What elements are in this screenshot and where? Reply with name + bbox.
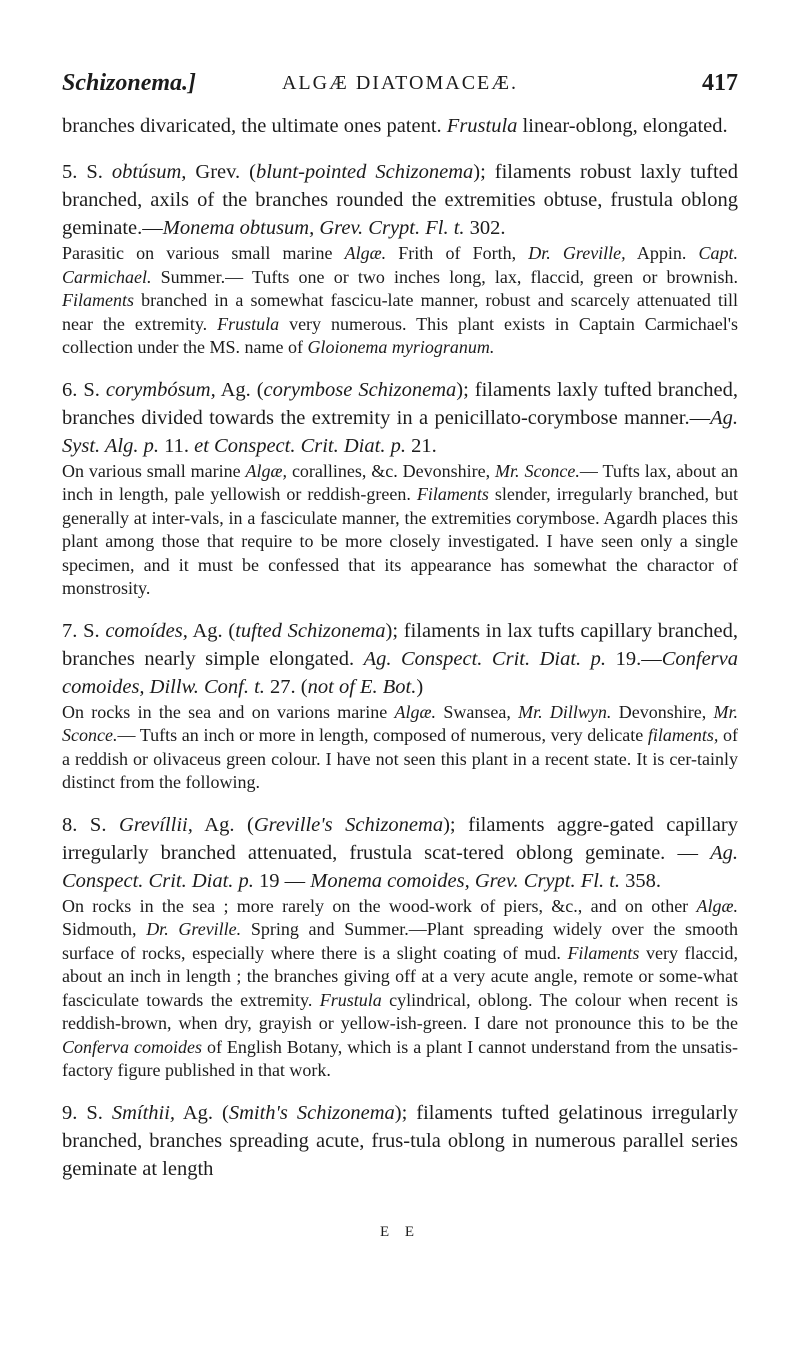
entry-7-habitat: On rocks in the sea and on varions marine Algæ. Swansea, Mr. Dillwyn. Devonshire, Mr. Sconce.— Tufts an inch or more in length, composed of numerous, very delicate filaments, of a reddish or olivaceus green colour. I have not seen this plant in a recent state. It is cer-tainly distinct from the following. xyxy=(62,701,738,792)
entry-7-diagnosis: 7. S. comoídes, Ag. (tufted Schizonema); filaments in lax tufts capillary branched, branches nearly simple elongated. Ag. Conspect. Crit. Diat. p. 19.—Conferva comoides, Dillw. Conf. t. 27. (not of E. Bot.) xyxy=(62,619,739,698)
entry-6-habitat: On various small marine Algæ, corallines, &c. Devonshire, Mr. Sconce.— Tufts lax, about an inch in length, pale yellowish or reddish-green. Filaments slender, irregularly branched, but generally at inter-vals, in a fasciculate manner, the extremities corymbose. Agardh places this plant among those that require to be more closely investigated. I have seen only a single specimen, and it must be confessed that its appearance has somewhat the charactor of monstrosity. xyxy=(62,460,738,598)
header-genus: Schizonema.] xyxy=(62,70,197,96)
running-header xyxy=(62,70,738,110)
entry-5-diagnosis: 5. S. obtúsum, Grev. (blunt-pointed Schizonema); filaments robust laxly tufted branched, axils of the branches rounded the extremities obtuse, frustula oblong geminate.—Monema obtusum, Grev. Crypt. Fl. t. 302. xyxy=(62,161,738,239)
entry-9-diagnosis: 9. S. Smíthii, Ag. (Smith's Schizonema); filaments tufted gelatinous irregularly branched, branches spreading acute, frus-tula oblong in numerous parallel series geminate at length xyxy=(62,1101,739,1180)
entry-5-habitat: Parasitic on various small marine Algæ. Frith of Forth, Dr. Greville, Appin. Capt. Carmichael. Summer.— Tufts one or two inches long, lax, flaccid, green or brownish. Filaments branched in a somewhat fascicu-late manner, robust and scarcely attenuated till near the extremity. Frustula very numerous. This plant exists in Captain Carmichael's collection under the MS. name of Gloionema myriogranum. xyxy=(62,243,738,357)
signature-mark: E E xyxy=(379,1224,421,1240)
entry-6-diagnosis: 6. S. corymbósum, Ag. (corymbose Schizonema); filaments laxly tufted branched, branches divided towards the extremity in a penicillato-corymbose manner.—Ag. Syst. Alg. p. 11. et Conspect. Crit. Diat. p. 21. xyxy=(62,378,738,457)
header-section: ALGÆ DIATOMACEÆ. xyxy=(281,72,519,94)
page-body xyxy=(62,112,738,1183)
intro-paragraph: branches divaricated, the ultimate ones patent. Frustula linear-oblong, elongated. xyxy=(62,115,728,137)
entry-8-habitat: On rocks in the sea ; more rarely on the wood-work of piers, &c., and on other Algæ. Sidmouth, Dr. Greville. Spring and Summer.—Plant spreading widely over the smooth surface of rocks, especially where there is a slight coating of mud. Filaments very flaccid, about an inch in length ; the branches giving off at a very acute angle, remote or some-what fasciculate towards the extremity. Frustula cylindrical, oblong. The colour when recent is reddish-brown, when dry, grayish or yellow-ish-green. I dare not pronounce this to be the Conferva comoides of English Botany, which is a plant I cannot understand from the unsatis-factory figure published in that work. xyxy=(62,895,739,1080)
entry-8-diagnosis: 8. S. Grevíllii, Ag. (Greville's Schizonema); filaments aggre-gated capillary irregularly branched attenuated, frustula scat-tered oblong geminate. — Ag. Conspect. Crit. Diat. p. 19 — Monema comoides, Grev. Crypt. Fl. t. 358. xyxy=(62,813,738,892)
page-number: 417 xyxy=(702,70,738,96)
